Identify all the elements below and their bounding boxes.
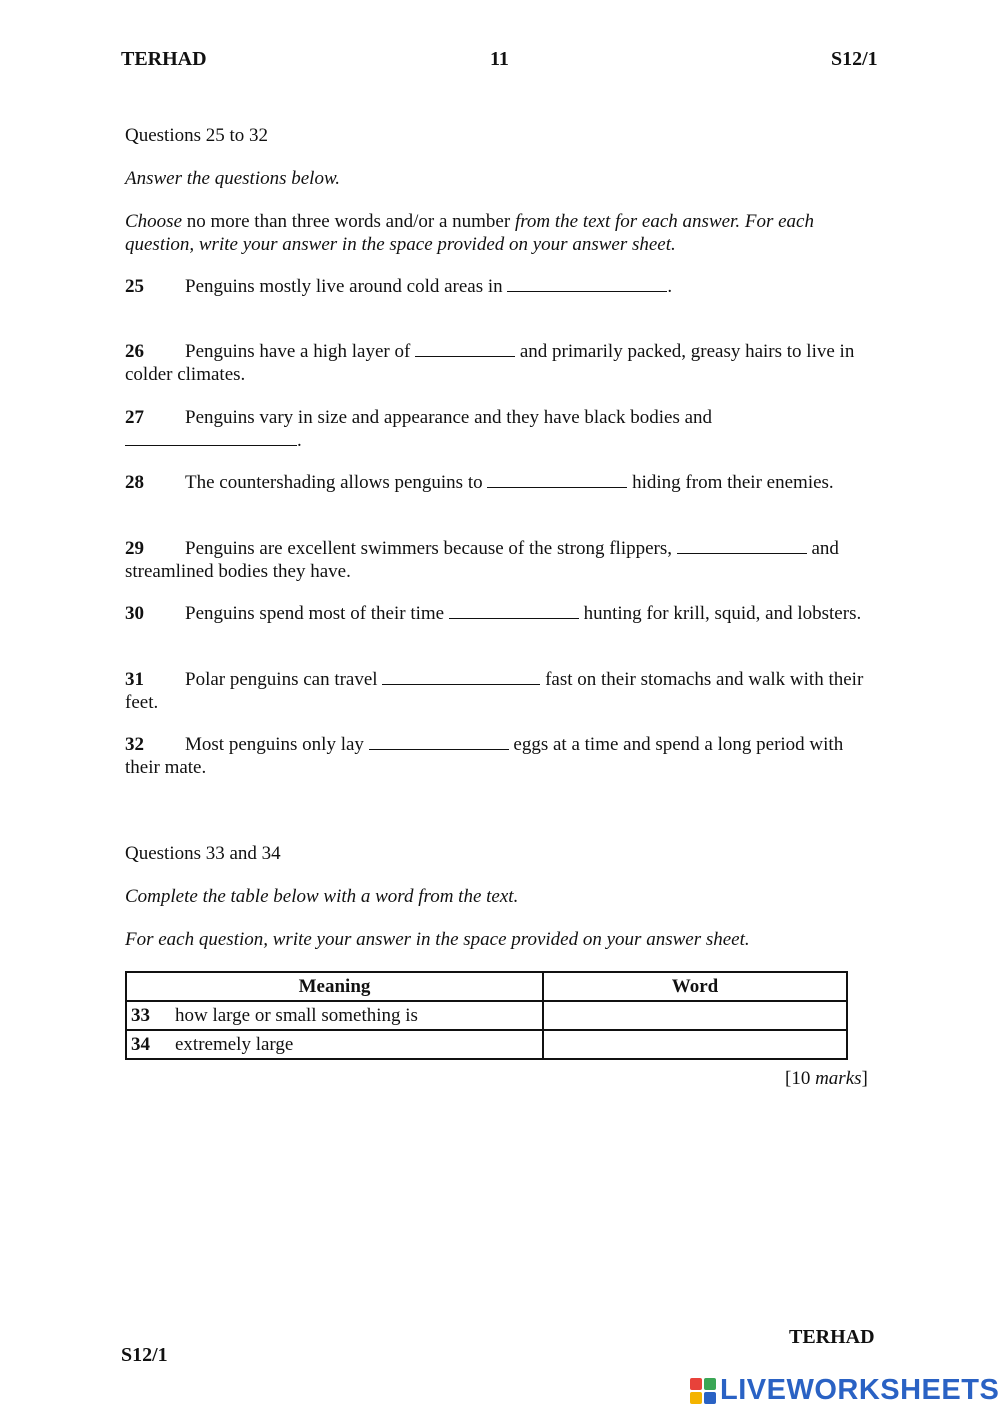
section2-title: Questions 33 and 34 [125, 843, 281, 864]
question-30: 30 Penguins spend most of their time hunting for krill, squid, and lobsters. [125, 603, 862, 624]
logo-square [690, 1378, 702, 1390]
marks-label: [10 marks] [785, 1068, 868, 1089]
word-answer-cell[interactable] [543, 1001, 847, 1030]
question-31: 31 Polar penguins can travel fast on their stomachs and walk with their feet. [125, 669, 864, 713]
header-left: TERHAD [121, 48, 207, 70]
section2-instruction: Complete the table below with a word from the text. [125, 886, 519, 907]
answer-blank[interactable] [125, 429, 297, 446]
word-answer-cell[interactable] [543, 1030, 847, 1059]
answer-blank[interactable] [382, 668, 540, 685]
question-26: 26 Penguins have a high layer of and primarily packed, greasy hairs to live in colder climates. [125, 341, 855, 385]
table-row [126, 1001, 847, 1030]
table-header-row [126, 972, 847, 1001]
answer-blank[interactable] [369, 733, 509, 750]
column-header-word: Word [543, 972, 847, 1001]
meaning-cell: 33 how large or small something is [126, 1001, 543, 1030]
logo-square [690, 1392, 702, 1404]
answer-blank[interactable] [487, 471, 627, 488]
logo-text: LIVEWORKSHEETS [720, 1374, 1000, 1406]
question-25: 25 Penguins mostly live around cold areas in . [125, 276, 673, 297]
page-number: 11 [490, 48, 509, 70]
question-27: 27 Penguins vary in size and appearance and they have black bodies and . [125, 407, 713, 451]
logo-square [704, 1378, 716, 1390]
section1-instruction-detail: Choose no more than three words and/or a number from the text for each answer. For each question, write your answer in the space provided on your answer sheet. [125, 211, 814, 255]
logo-square [704, 1392, 716, 1404]
question-29: 29 Penguins are excellent swimmers because of the strong flippers, and streamlined bodies they have. [125, 538, 839, 582]
section1-title: Questions 25 to 32 [125, 125, 269, 146]
answer-blank[interactable] [415, 340, 515, 357]
answer-table [125, 971, 848, 1060]
section1-instruction: Answer the questions below. [125, 168, 340, 189]
question-32: 32 Most penguins only lay eggs at a time and spend a long period with their mate. [125, 734, 844, 778]
question-28: 28 The countershading allows penguins to hiding from their enemies. [125, 472, 834, 493]
answer-blank[interactable] [677, 537, 807, 554]
footer-right: TERHAD [789, 1326, 875, 1348]
liveworksheets-logo-icon [690, 1378, 716, 1404]
table-row [126, 1030, 847, 1059]
answer-blank[interactable] [507, 275, 667, 292]
meaning-cell: 34 extremely large [126, 1030, 543, 1059]
section2-instruction-detail: For each question, write your answer in the space provided on your answer sheet. [125, 929, 750, 950]
liveworksheets-logo[interactable] [690, 1374, 999, 1407]
column-header-meaning: Meaning [126, 972, 543, 1001]
header-right: S12/1 [831, 48, 878, 70]
answer-blank[interactable] [449, 602, 579, 619]
footer-left: S12/1 [121, 1344, 168, 1366]
